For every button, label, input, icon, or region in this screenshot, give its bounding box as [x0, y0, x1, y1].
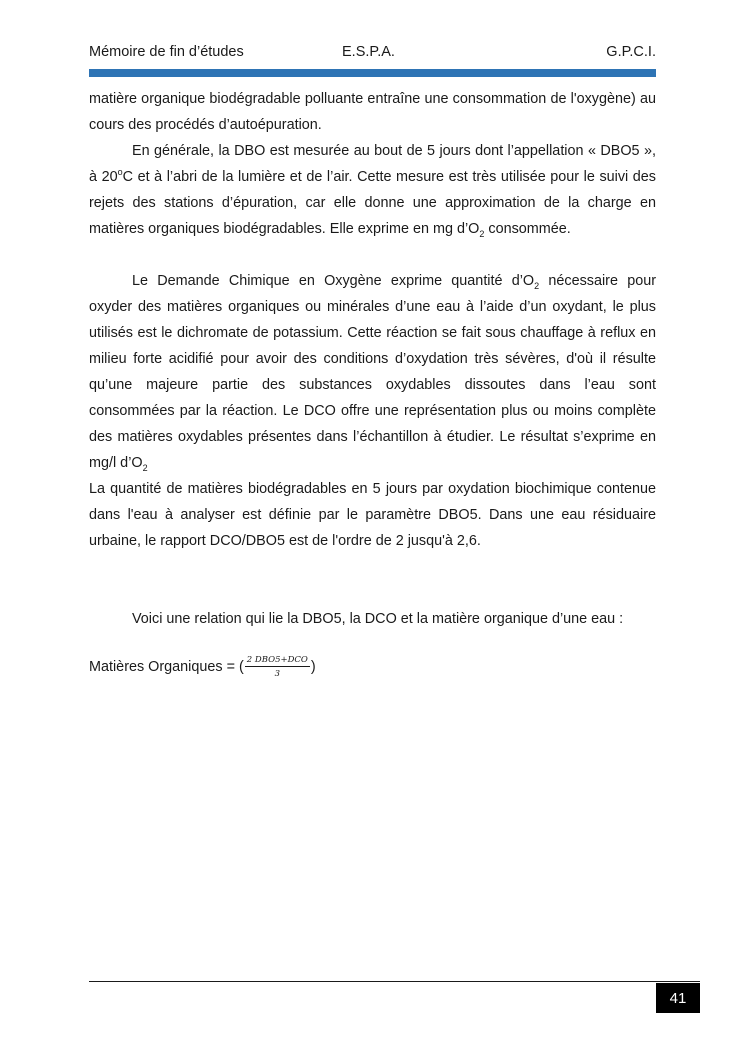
formula-label: Matières Organiques = (	[89, 659, 244, 675]
paragraph-ratio: La quantité de matières biodégradables en 5 jours par oxydation biochimique contenue dans l'eau à analyser est définie par le paramètre DBO5. Dans une eau résiduaire urbaine, le rapport DCO/DBO5 est de l'ordre de 2 jusqu'à 2,6.	[89, 481, 656, 549]
paragraph-dbo: En générale, la DBO est mesurée au bout de 5 jours dont l’appellation « DBO5 », à 20$^o$C et à l’abri de la lumière et de l’air. Cette mesure est très utilisée pour le suivi des rejets des stations d’épuration, car elle donne une approximation de la charge en matières organiques biodégradables. Elle exprime en mg $d’O_2$ consommée.	[89, 143, 656, 239]
paragraph-relation: Voici une relation qui lie la DBO5, la DCO et la matière organique d’une eau :	[132, 611, 624, 627]
spacer	[89, 242, 656, 268]
formula-numerator: 2 DBO5+DCO	[246, 655, 308, 665]
organic-matter-formula	[89, 650, 316, 684]
header-thesis-title: Mémoire de fin d’études	[89, 44, 244, 60]
spacer	[89, 554, 656, 606]
header-school: E.S.P.A.	[342, 44, 395, 60]
footer-rule	[89, 981, 700, 982]
formula-denominator: 3	[274, 669, 281, 679]
document-body	[89, 86, 656, 632]
header-department: G.P.C.I.	[606, 44, 656, 60]
header-rule	[89, 69, 656, 77]
paragraph-continuation: matière organique biodégradable polluante entraîne une consommation de l'oxygène) au cours des procédés d’autoépuration.	[89, 91, 656, 133]
formula-close-paren: )	[310, 659, 316, 675]
formula-fraction	[245, 655, 310, 679]
page-header	[89, 44, 656, 64]
paragraph-dco: Le Demande Chimique en Oxygène exprime quantité $d’O_2$ nécessaire pour oxyder des matières organiques ou minérales d’une eau à l’aide d’un oxydant, le plus utilisés est le dichromate de potassium. Cette réaction se fait sous chauffage à reflux en milieu forte acidifié pour avoir des conditions d’oxydation très sévères, d'où il résulte qu’une majeure partie des substances oxydables dissoutes dans l’eau sont consommées par la réaction. Le DCO offre une représentation plus ou moins complète des matières oxydables présentes dans l’échantillon à étudier. Le résultat s’exprime en mg/l $d’O_2$	[89, 273, 656, 473]
page-number: 41	[656, 983, 700, 1013]
